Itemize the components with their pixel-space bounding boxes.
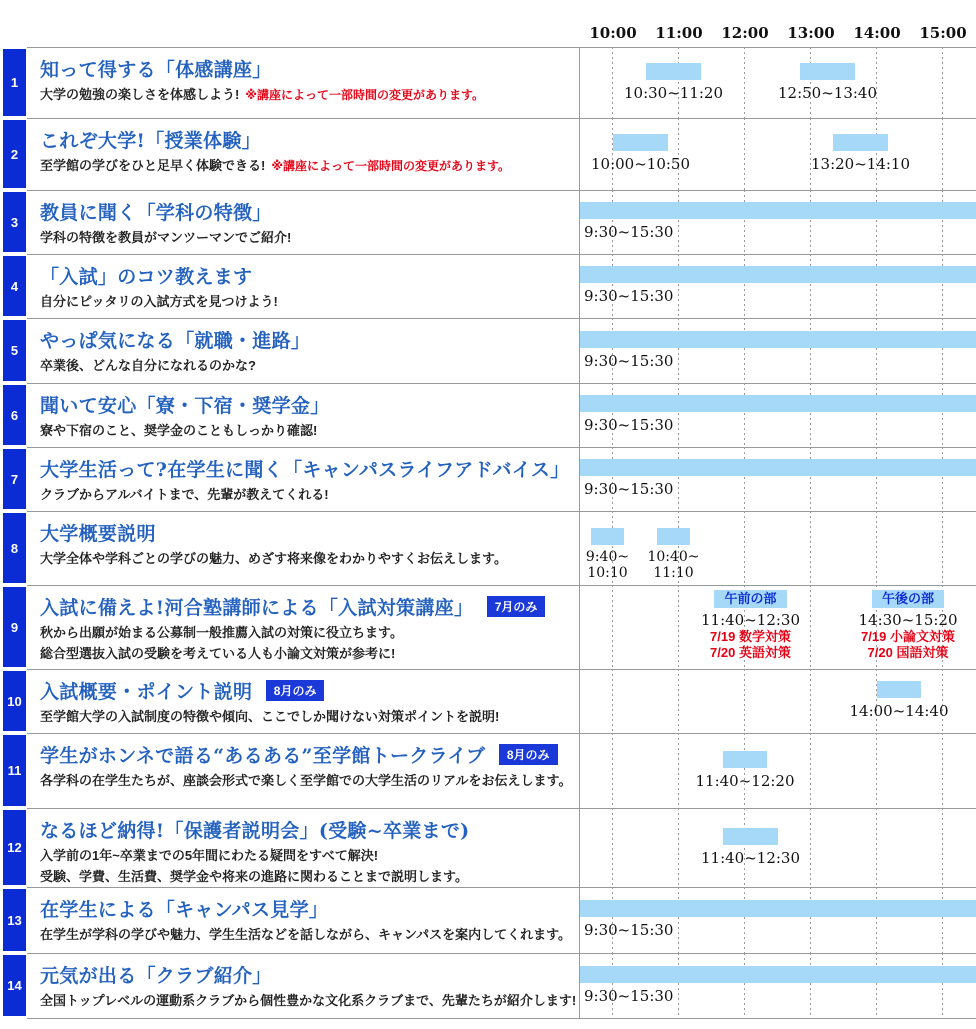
description-line — [40, 229, 579, 246]
row-description — [40, 86, 579, 104]
time-bar-label-line: 10:40~ — [647, 549, 700, 565]
row-description — [40, 422, 579, 439]
time-bar — [580, 202, 976, 219]
timeline-cell — [579, 318, 975, 383]
timeline-cell — [579, 733, 975, 808]
time-tick: 10:00 — [589, 24, 637, 42]
row-title: 大学概要説明 — [40, 523, 156, 545]
schedule-row — [0, 585, 976, 669]
time-tick: 12:00 — [721, 24, 769, 42]
time-bar-label-line: 11:10 — [653, 565, 694, 581]
timeline-cell — [579, 118, 975, 190]
time-bar-label: 14:00~14:40 — [849, 702, 949, 720]
row-description — [40, 229, 579, 246]
description-text: 寮や下宿のこと、奨学金のこともしっかり確認! — [40, 423, 318, 438]
schedule-row — [0, 254, 976, 318]
row-title: 入試概要・ポイント説明 — [40, 681, 253, 703]
schedule-rows — [0, 47, 976, 1018]
time-bar — [580, 395, 976, 412]
time-bar-label: 9:30~15:30 — [584, 352, 674, 370]
time-bar — [613, 134, 668, 151]
schedule-row — [0, 47, 976, 118]
time-bar-label: 9:30~15:30 — [584, 287, 674, 305]
time-axis — [580, 0, 976, 47]
row-description — [40, 293, 579, 310]
time-tick: 15:00 — [919, 24, 967, 42]
time-bar — [657, 528, 690, 545]
description-line — [40, 624, 579, 641]
row-description — [40, 926, 579, 943]
time-bar-label: 12:50~13:40 — [777, 84, 878, 102]
row-title: やっぱ気になる「就職・進路」 — [40, 330, 311, 352]
time-bar — [800, 63, 855, 80]
row-content — [26, 808, 579, 887]
row-number: 8 — [3, 513, 26, 583]
row-description — [40, 550, 579, 567]
table-bottom-border — [27, 1018, 976, 1019]
time-bar-label-line: 10:10 — [587, 565, 628, 581]
row-content — [26, 511, 579, 585]
description-line — [40, 293, 579, 310]
description-line — [40, 645, 579, 662]
description-line — [40, 772, 579, 789]
row-description — [40, 847, 579, 885]
row-title: 入試に備えよ!河合塾講師による「入試対策講座」 — [40, 597, 474, 619]
row-description — [40, 357, 579, 374]
description-line — [40, 926, 579, 943]
row-content — [26, 118, 579, 190]
timeline-cell — [579, 47, 975, 118]
session-time: 14:30~15:20 — [858, 611, 958, 629]
timeline-cell — [579, 511, 975, 585]
description-text: クラブからアルバイトまで、先輩が教えてくれる! — [40, 487, 329, 502]
time-bar-label — [647, 549, 699, 581]
row-content — [26, 254, 579, 318]
schedule-row — [0, 383, 976, 447]
row-title: 教員に聞く「学科の特徴」 — [40, 202, 272, 224]
schedule-change-note: ※講座によって一部時間の変更があります。 — [271, 159, 511, 173]
time-bar — [580, 900, 976, 917]
description-text: 秋から出願が始まる公募制一般推薦入試の対策に役立ちます。 — [40, 625, 403, 640]
time-bar — [833, 134, 888, 151]
schedule-row — [0, 190, 976, 254]
timeline-cell — [579, 585, 975, 669]
row-description — [40, 992, 579, 1009]
schedule-row — [0, 511, 976, 585]
row-title: 知って得する「体感講座」 — [40, 59, 272, 81]
description-text: 入学前の1年~卒業までの5年間にわたる疑問をすべて解決! — [40, 848, 379, 863]
row-number: 10 — [3, 671, 26, 731]
time-bar — [580, 331, 976, 348]
time-bar — [580, 266, 976, 283]
timeline-cell — [579, 808, 975, 887]
session-tag: 午後の部 — [872, 590, 944, 608]
row-number: 7 — [3, 449, 26, 509]
time-bar-label: 10:00~10:50 — [590, 155, 691, 173]
time-bar — [877, 681, 921, 698]
schedule-row — [0, 887, 976, 953]
month-badge: 8月のみ — [266, 680, 325, 701]
description-text: 受験、学費、生活費、奨学金や将来の進路に関わることまで説明します。 — [40, 869, 468, 884]
row-description — [40, 486, 579, 503]
row-title: 元気が出る「クラブ紹介」 — [40, 965, 272, 987]
row-content — [26, 383, 579, 447]
schedule-row — [0, 669, 976, 733]
description-line — [40, 486, 579, 503]
description-text: 全国トップレベルの運動系クラブから個性豊かな文化系クラブまで、先輩たちが紹介します! — [40, 993, 577, 1008]
row-number: 9 — [3, 587, 26, 667]
row-number: 12 — [3, 810, 26, 885]
session-date-line: 7/20 英語対策 — [710, 645, 791, 660]
time-bar — [723, 751, 767, 768]
row-number: 11 — [3, 735, 26, 806]
row-number: 4 — [3, 256, 26, 316]
description-text: 在学生が学科の学びや魅力、学生生活などを話しながら、キャンパスを案内してくれます。 — [40, 927, 572, 942]
session-time: 11:40~12:30 — [700, 611, 801, 629]
row-title: これぞ大学!「授業体験」 — [40, 130, 261, 152]
timeline-cell — [579, 953, 975, 1018]
description-line — [40, 550, 579, 567]
row-description — [40, 708, 579, 725]
description-line — [40, 357, 579, 374]
time-bar-label: 11:40~12:20 — [695, 772, 795, 790]
description-line — [40, 868, 579, 885]
session-date-line: 7/19 数学対策 — [710, 629, 791, 644]
description-text: 総合型選抜入試の受験を考えている人も小論文対策が参考に! — [40, 646, 396, 661]
schedule-row — [0, 318, 976, 383]
session-tag: 午前の部 — [714, 590, 786, 608]
description-text: 至学館の学びをひと足早く体験できる! — [40, 158, 266, 173]
description-line — [40, 86, 579, 104]
time-bar — [723, 828, 778, 845]
row-content — [26, 585, 579, 669]
row-content — [26, 733, 579, 808]
time-tick: 14:00 — [853, 24, 901, 42]
description-text: 卒業後、どんな自分になれるのかな? — [40, 358, 256, 373]
row-number: 2 — [3, 120, 26, 188]
row-content — [26, 447, 579, 511]
time-axis-header — [0, 0, 976, 47]
time-bar-label: 9:30~15:30 — [584, 223, 674, 241]
schedule-row — [0, 733, 976, 808]
time-bar-label: 9:30~15:30 — [584, 480, 674, 498]
row-title: 学生がホンネで語る“あるある”至学館トークライブ — [40, 745, 486, 767]
row-content — [26, 669, 579, 733]
description-text: 学科の特徴を教員がマンツーマンでご紹介! — [40, 230, 292, 245]
row-description — [40, 772, 579, 789]
timeline-cell — [579, 887, 975, 953]
row-number: 5 — [3, 320, 26, 381]
time-bar-label: 9:30~15:30 — [584, 921, 674, 939]
time-bar — [646, 63, 701, 80]
time-bar — [580, 966, 976, 983]
row-number: 13 — [3, 889, 26, 951]
description-text: 大学の勉強の楽しさを体感しよう! — [40, 87, 240, 102]
session-group — [685, 590, 817, 661]
row-title: 大学生活って?在学生に聞く「キャンパスライフアドバイス」 — [40, 459, 570, 481]
time-bar-label: 13:20~14:10 — [810, 155, 911, 173]
month-badge: 7月のみ — [487, 596, 546, 617]
schedule-row — [0, 118, 976, 190]
time-bar — [580, 459, 976, 476]
time-bar-label: 9:30~15:30 — [584, 416, 674, 434]
time-bar — [591, 528, 624, 545]
description-line — [40, 992, 579, 1009]
description-line — [40, 422, 579, 439]
time-bar-label: 11:40~12:30 — [700, 849, 801, 867]
timeline-cell — [579, 447, 975, 511]
timeline-cell — [579, 383, 975, 447]
row-title: 「入試」のコツ教えます — [40, 266, 253, 288]
row-title: なるほど納得!「保護者説明会」(受験~卒業まで) — [40, 820, 470, 842]
description-line — [40, 708, 579, 725]
row-number: 3 — [3, 192, 26, 252]
session-group — [842, 590, 974, 661]
month-badge: 8月のみ — [499, 744, 558, 765]
description-text: 自分にピッタリの入試方式を見つけよう! — [40, 294, 278, 309]
description-text: 至学館大学の入試制度の特徴や傾向、ここでしか聞けない対策ポイントを説明! — [40, 709, 500, 724]
row-description — [40, 157, 579, 175]
time-tick: 13:00 — [787, 24, 835, 42]
time-bar-label: 9:30~15:30 — [584, 987, 674, 1005]
row-content — [26, 47, 579, 118]
schedule-row — [0, 447, 976, 511]
row-description — [40, 624, 579, 662]
schedule-change-note: ※講座によって一部時間の変更があります。 — [245, 88, 485, 102]
description-text: 各学科の在学生たちが、座談会形式で楽しく至学館での大学生活のリアルをお伝えします。 — [40, 773, 572, 788]
description-text: 大学全体や学科ごとの学びの魅力、めざす将来像をわかりやすくお伝えします。 — [40, 551, 507, 566]
time-bar-label-line: 9:40~ — [585, 549, 630, 565]
row-content — [26, 318, 579, 383]
row-number: 1 — [3, 49, 26, 116]
schedule-row — [0, 808, 976, 887]
schedule-row — [0, 953, 976, 1018]
session-date-line: 7/19 小論文対策 — [861, 629, 955, 644]
time-bar-label: 10:30~11:20 — [623, 84, 724, 102]
description-line — [40, 847, 579, 864]
timeline-cell — [579, 254, 975, 318]
time-bar-label — [586, 549, 629, 581]
row-title: 在学生による「キャンパス見学」 — [40, 899, 329, 921]
session-date-line: 7/20 国語対策 — [867, 645, 949, 660]
timeline-cell — [579, 669, 975, 733]
row-content — [26, 953, 579, 1018]
time-tick: 11:00 — [655, 24, 703, 42]
row-number: 6 — [3, 385, 26, 445]
row-content — [26, 887, 579, 953]
row-number: 14 — [3, 955, 26, 1016]
row-content — [26, 190, 579, 254]
row-title: 聞いて安心「寮・下宿・奨学金」 — [40, 395, 330, 417]
description-line — [40, 157, 579, 175]
timeline-cell — [579, 190, 975, 254]
